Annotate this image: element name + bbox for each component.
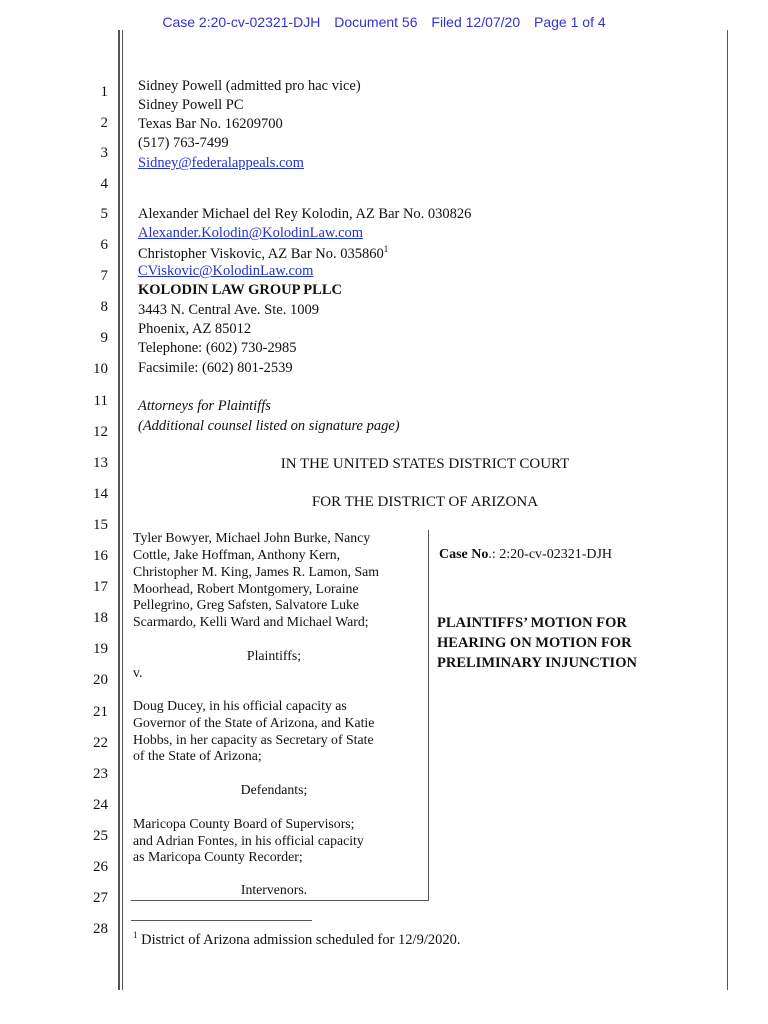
line-number: 5 [100, 206, 108, 222]
plaintiffs-line: Tyler Bowyer, Michael John Burke, Nancy [133, 530, 371, 545]
line-number: 10 [93, 361, 108, 377]
line-number: 22 [93, 735, 108, 751]
defendants-label: Defendants; [240, 782, 308, 797]
defendants-line: Hobbs, in her capacity as Secretary of State [133, 732, 374, 747]
footnote-marker: 1 [133, 930, 138, 940]
plaintiffs-line: Scarmardo, Kelli Ward and Michael Ward; [133, 614, 369, 629]
intervenors-line: and Adrian Fontes, in his official capacity [133, 833, 364, 848]
email-link-kolodin[interactable]: Alexander.Kolodin@KolodinLaw.com [138, 225, 364, 241]
firm-telephone: Telephone: (602) 730-2985 [138, 340, 297, 356]
counsel-viskovic [138, 244, 388, 263]
line-number: 28 [93, 921, 108, 937]
header-document: Document 56 [334, 14, 418, 30]
line-number: 16 [93, 548, 108, 564]
counsel-name: Sidney Powell (admitted pro hac vice) [138, 78, 361, 94]
counsel-firm: Sidney Powell PC [138, 97, 244, 113]
intervenors-line: Maricopa County Board of Supervisors; [133, 816, 355, 831]
header-filed: Filed 12/07/20 [431, 14, 521, 30]
counsel-viskovic-text: Christopher Viskovic, AZ Bar No. 035860 [138, 245, 384, 262]
right-margin-rule [727, 30, 728, 990]
footnote [133, 930, 460, 949]
counsel-kolodin: Alexander Michael del Rey Kolodin, AZ Bar No. 030826 [138, 206, 472, 222]
footnote-text: District of Arizona admission scheduled for 12/9/2020. [137, 931, 461, 948]
case-number [439, 547, 612, 563]
left-margin-rule-inner [122, 30, 123, 990]
case-number-value: .: 2:20-cv-02321-DJH [488, 547, 613, 562]
line-number: 24 [93, 797, 108, 813]
header-page: Page 1 of 4 [534, 14, 606, 30]
firm-address-street: 3443 N. Central Ave. Ste. 1009 [138, 302, 319, 318]
line-number: 21 [93, 704, 108, 720]
caption-bottom-rule [131, 900, 429, 901]
left-margin-rule-outer [118, 30, 120, 990]
line-number: 23 [93, 766, 108, 782]
email-link-viskovic[interactable]: CViskovic@KolodinLaw.com [138, 263, 314, 279]
line-number: 9 [100, 330, 108, 346]
additional-counsel-note: (Additional counsel listed on signature page) [138, 418, 400, 434]
line-number: 6 [100, 237, 108, 253]
line-number: 4 [100, 176, 108, 192]
line-number: 3 [100, 145, 108, 161]
line-number: 25 [93, 828, 108, 844]
motion-title-line: PLAINTIFFS’ MOTION FOR [437, 615, 627, 631]
firm-address-city: Phoenix, AZ 85012 [138, 321, 252, 337]
line-number: 12 [93, 424, 108, 440]
defendants-line: of the State of Arizona; [133, 748, 262, 763]
plaintiffs-line: Pellegrino, Greg Safsten, Salvatore Luke [133, 597, 360, 612]
line-number: 2 [100, 115, 108, 131]
line-number: 17 [93, 579, 108, 595]
plaintiffs-line: Cottle, Jake Hoffman, Anthony Kern, [133, 547, 341, 562]
versus: v. [133, 665, 143, 680]
header-case: Case 2:20-cv-02321-DJH [162, 14, 321, 30]
court-district: FOR THE DISTRICT OF ARIZONA [311, 494, 539, 510]
intervenors-line: as Maricopa County Recorder; [133, 849, 303, 864]
line-number: 27 [93, 890, 108, 906]
line-number: 11 [93, 393, 108, 409]
plaintiffs-line: Moorhead, Robert Montgomery, Loraine [133, 581, 359, 596]
court-name: IN THE UNITED STATES DISTRICT COURT [280, 456, 570, 472]
motion-title-line: HEARING ON MOTION FOR [437, 635, 632, 651]
line-number: 8 [100, 299, 108, 315]
attorneys-for: Attorneys for Plaintiffs [138, 398, 271, 414]
counsel-phone: (517) 763-7499 [138, 135, 229, 151]
line-number: 1 [100, 84, 108, 100]
filing-header [0, 14, 768, 30]
footnote-separator [131, 920, 312, 921]
defendants-line: Governor of the State of Arizona, and Katie [133, 715, 375, 730]
firm-facsimile: Facsimile: (602) 801-2539 [138, 360, 293, 376]
footnote-ref: 1 [383, 244, 389, 254]
case-number-label: Case No [439, 547, 489, 562]
line-number: 20 [93, 672, 108, 688]
line-number: 14 [93, 486, 108, 502]
line-number: 18 [93, 610, 108, 626]
plaintiffs-line: Christopher M. King, James R. Lamon, Sam [133, 564, 380, 579]
intervenors-label: Intervenors. [240, 882, 308, 897]
line-number: 26 [93, 859, 108, 875]
defendants-line: Doug Ducey, in his official capacity as [133, 698, 347, 713]
counsel-bar-number: Texas Bar No. 16209700 [138, 116, 283, 132]
law-firm-name: KOLODIN LAW GROUP PLLC [138, 282, 342, 298]
line-number: 19 [93, 641, 108, 657]
line-number: 13 [93, 455, 108, 471]
motion-title-line: PRELIMINARY INJUNCTION [437, 655, 637, 671]
email-link-powell[interactable]: Sidney@federalappeals.com [138, 155, 304, 171]
caption-vertical-rule [428, 530, 429, 901]
plaintiffs-label: Plaintiffs; [246, 648, 302, 663]
line-number: 15 [93, 517, 108, 533]
line-number: 7 [100, 268, 108, 284]
